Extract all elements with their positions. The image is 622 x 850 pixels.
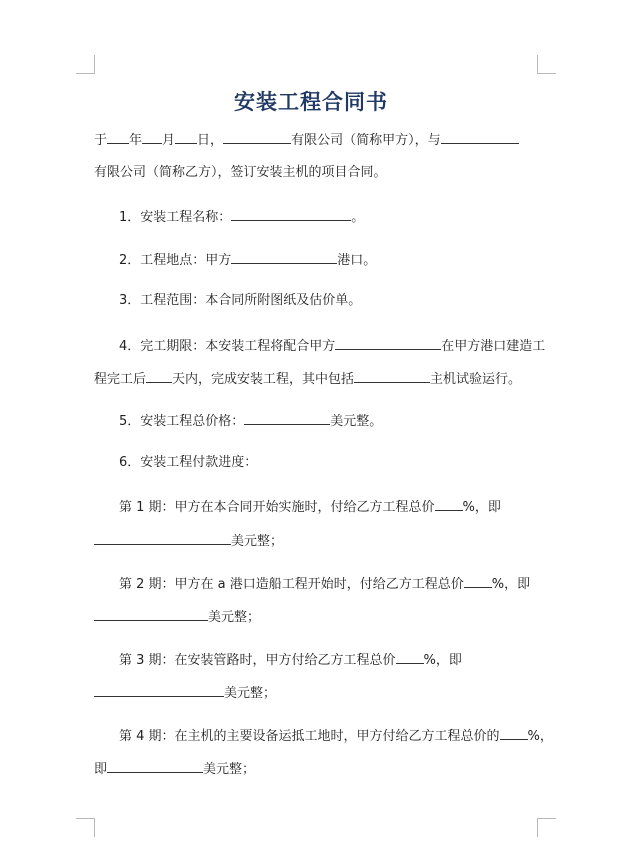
year-blank [107,131,129,144]
payment-3-percent-blank [396,651,424,664]
payment-1-percent-blank [435,498,463,511]
payment-4-line-2 [94,760,255,778]
payment-3-a: 第 3 期：在安装管路时，甲方付给乙方工程总价 [119,653,396,668]
payment-2-percent-blank [464,575,492,588]
intro-company-b: 有限公司（简称乙方），签订安装主机的项目合同。 [94,165,387,180]
item-2-label: 2．工程地点：甲方 [119,253,232,268]
payment-4-d: 美元整； [203,762,256,777]
intro-year: 年 [129,133,143,148]
intro-yu: 于 [94,133,108,148]
item-4-line2-b: 天内，完成安装工程，其中包括 [172,372,355,387]
payment-2-line-1 [119,575,530,593]
item-2-end: 港口。 [337,253,377,268]
intro-line-1 [94,131,519,149]
payment-1-amount-blank [94,532,231,545]
payment-2-amount-blank [94,608,208,621]
item-4-line-1 [119,337,545,355]
item-6-text: 6．安装工程付款进度： [119,455,258,470]
payment-1-b: %，即 [462,500,501,515]
party-b-blank [441,131,519,144]
month-blank [142,131,162,144]
item-4-line-2 [94,370,521,388]
item-4-mid: 在甲方港口建造工 [441,339,546,354]
payment-3-line-1 [119,651,462,669]
payment-2-line-2 [94,608,260,626]
crop-mark-top-right [537,55,556,74]
payment-3-c: 美元整； [224,686,277,701]
item-4-blank-c [354,370,430,383]
crop-mark-bottom-left [76,818,95,837]
payment-4-percent-blank [500,727,528,740]
item-4-label: 4．完工期限：本安装工程将配合甲方 [119,339,336,354]
item-1-label: 1．安装工程名称： [119,210,232,225]
item-5-end: 美元整。 [330,414,383,429]
payment-2-c: 美元整； [208,610,261,625]
intro-day: 日， [197,133,224,148]
page-title: 安装工程合同书 [234,90,388,114]
payment-2-a: 第 2 期：甲方在 a 港口造船工程开始时，付给乙方工程总价 [119,577,464,592]
payment-4-a: 第 4 期：在主机的主要设备运抵工地时，甲方付给乙方工程总价的 [119,729,500,744]
payment-3-line-2 [94,684,276,702]
crop-mark-bottom-right [537,818,556,837]
item-2 [119,251,376,269]
payment-4-amount-blank [107,760,203,773]
item-4-line2-c: 主机试验运行。 [430,372,522,387]
day-blank [175,131,197,144]
item-1 [119,208,364,226]
payment-1-c: 美元整； [231,534,284,549]
payment-4-c: 即 [94,762,108,777]
item-4-blank-days [146,370,172,383]
item-4-line2-a: 程完工后 [94,372,147,387]
payment-4-b: %， [527,729,553,744]
payment-3-amount-blank [94,684,224,697]
intro-month: 月 [162,133,176,148]
payment-1-a: 第 1 期：甲方在本合同开始实施时，付给乙方工程总价 [119,500,435,515]
crop-mark-top-left [76,55,95,74]
item-5-blank [244,412,330,425]
payment-4-line-1 [119,727,553,745]
item-6 [119,455,257,471]
item-3 [119,293,361,309]
item-5 [119,412,382,430]
payment-3-b: %，即 [423,653,462,668]
item-1-end: 。 [351,210,365,225]
item-5-label: 5．安装工程总价格： [119,414,245,429]
payment-2-b: %，即 [491,577,531,592]
item-2-blank [231,251,337,264]
intro-line-2 [94,165,387,181]
party-a-blank [223,131,291,144]
intro-company-a: 有限公司（简称甲方），与 [291,133,441,148]
payment-1-line-2 [94,532,283,550]
item-1-blank [231,208,351,221]
item-4-blank-a [335,337,441,350]
payment-1-line-1 [119,498,501,516]
item-3-text: 3．工程范围：本合同所附图纸及估价单。 [119,293,362,308]
